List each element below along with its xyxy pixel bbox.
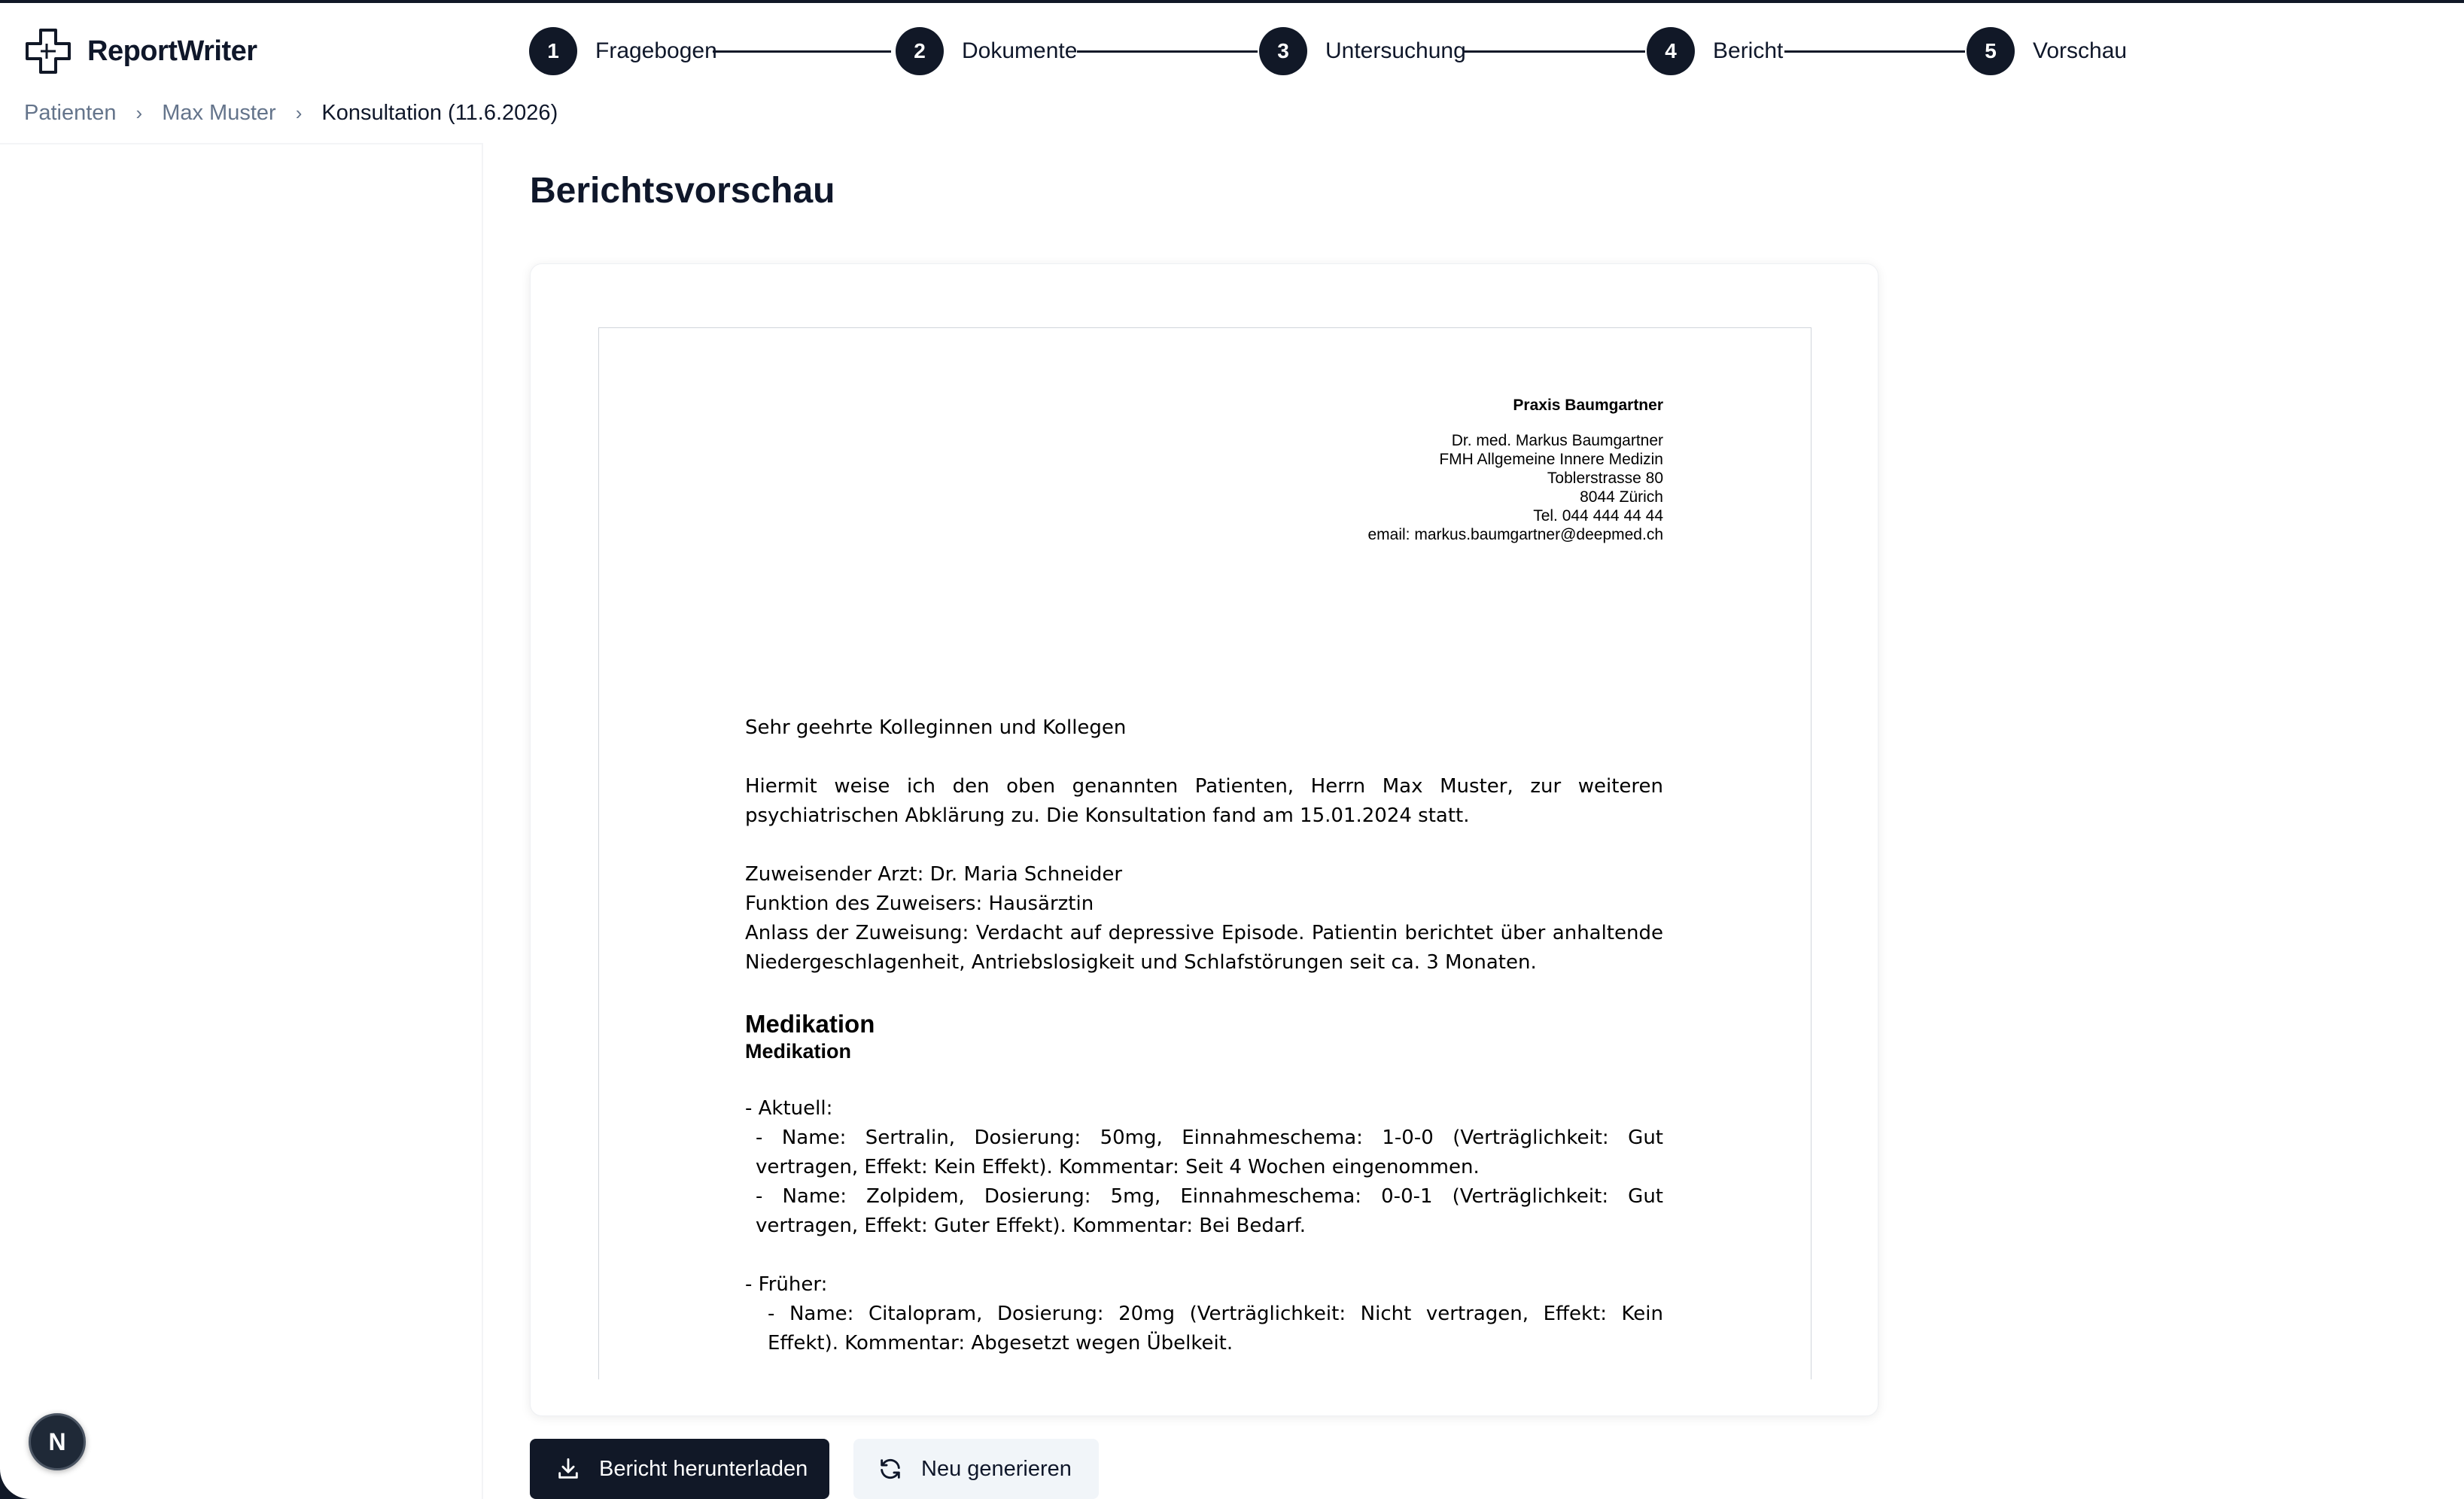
- practice-street: Toblerstrasse 80: [1547, 470, 1663, 487]
- step-connector: [1784, 50, 1965, 53]
- step-number: 2: [896, 27, 944, 75]
- refresh-icon: [878, 1456, 903, 1482]
- report-preview-card: [530, 263, 1878, 1416]
- app-logo[interactable]: [24, 27, 257, 75]
- step-vorschau[interactable]: [1967, 27, 2127, 75]
- practice-phone: Tel. 044 444 44 44: [1533, 507, 1663, 524]
- report-page: [598, 327, 1811, 1379]
- letterhead: [1368, 396, 1664, 544]
- step-untersuchung[interactable]: [1259, 27, 1466, 75]
- breadcrumb-current: Konsultation (11.6.2026): [321, 101, 558, 125]
- medication-item: - Name: Citalopram, Dosierung: 20mg (Verträglichkeit: Nicht vertragen, Effekt: Kein Effekt). Kommentar: Abgesetzt wegen Übelkeit.: [768, 1303, 1663, 1355]
- report-document-viewport[interactable]: [598, 327, 1811, 1379]
- medication-item: - Name: Sertralin, Dosierung: 50mg, Einnahmeschema: 1-0-0 (Verträglichkeit: Gut vertragen, Effekt: Kein Effekt). Kommentar: Seit 4 Wochen eingenommen.: [756, 1127, 1663, 1178]
- step-bericht[interactable]: [1647, 27, 1783, 75]
- breadcrumb-patients-link[interactable]: Patienten: [24, 101, 117, 125]
- step-number: 5: [1967, 27, 2015, 75]
- step-number: 1: [529, 27, 577, 75]
- breadcrumb: [24, 101, 558, 126]
- chevron-right-icon: ›: [295, 102, 303, 124]
- app-name: ReportWriter: [87, 35, 257, 67]
- step-label: Untersuchung: [1325, 38, 1466, 63]
- download-report-button[interactable]: [530, 1439, 829, 1499]
- dev-tools-button[interactable]: [29, 1413, 86, 1470]
- doctor-name: Dr. med. Markus Baumgartner: [1451, 432, 1663, 449]
- step-connector: [713, 50, 891, 53]
- step-fragebogen[interactable]: [529, 27, 717, 75]
- practice-email: email: markus.baumgartner@deepmed.ch: [1367, 526, 1663, 543]
- step-dokumente[interactable]: [896, 27, 1077, 75]
- past-medication-label: - Früher:: [745, 1273, 828, 1296]
- current-medication-label: - Aktuell:: [745, 1097, 833, 1120]
- window-top-border: [0, 0, 2464, 3]
- download-report-label: Bericht herunterladen: [599, 1456, 808, 1481]
- chevron-right-icon: ›: [135, 102, 143, 124]
- divider: [0, 143, 482, 144]
- section-subtitle: Medikation: [745, 1040, 852, 1063]
- dev-tools-icon: N: [48, 1428, 66, 1455]
- medical-cross-icon: [24, 27, 72, 75]
- letter-salutation: Sehr geehrte Kolleginnen und Kollegen: [745, 716, 1127, 739]
- referrer: Zuweisender Arzt: Dr. Maria Schneider: [745, 863, 1123, 886]
- divider: [482, 143, 483, 1499]
- step-number: 4: [1647, 27, 1695, 75]
- referrer-function: Funktion des Zuweisers: Hausärztin: [745, 892, 1094, 915]
- regenerate-button[interactable]: [853, 1439, 1099, 1499]
- page-title: Berichtsvorschau: [530, 171, 835, 211]
- practice-name: Praxis Baumgartner: [1513, 397, 1663, 414]
- step-label: Fragebogen: [595, 38, 717, 63]
- regenerate-label: Neu generieren: [921, 1456, 1072, 1481]
- step-label: Vorschau: [2033, 38, 2128, 63]
- step-number: 3: [1259, 27, 1307, 75]
- practice-city: 8044 Zürich: [1580, 488, 1663, 506]
- doctor-specialty: FMH Allgemeine Innere Medizin: [1439, 451, 1663, 468]
- breadcrumb-patient-link[interactable]: Max Muster: [162, 101, 276, 125]
- step-connector: [1077, 50, 1258, 53]
- referral-reason: Anlass der Zuweisung: Verdacht auf depressive Episode. Patientin berichtet über anhaltende Niedergeschlagenheit, Antriebslosigkeit und Schlafstörungen seit ca. 3 Monaten.: [745, 922, 1663, 974]
- letter-body: [745, 713, 1663, 1358]
- progress-stepper: [529, 27, 2128, 75]
- letter-intro: Hiermit weise ich den oben genannten Patienten, Herrn Max Muster, zur weiteren psychiatrischen Abklärung zu. Die Konsultation fand am 15.01.2024 statt.: [745, 775, 1663, 827]
- step-label: Bericht: [1713, 38, 1784, 63]
- section-title: Medikation: [745, 1010, 875, 1038]
- medication-item: - Name: Zolpidem, Dosierung: 5mg, Einnahmeschema: 0-0-1 (Verträglichkeit: Gut vertragen, Effekt: Guter Effekt). Kommentar: Bei Bedarf.: [756, 1185, 1663, 1237]
- step-label: Dokumente: [962, 38, 1078, 63]
- step-connector: [1463, 50, 1645, 53]
- download-icon: [555, 1456, 581, 1482]
